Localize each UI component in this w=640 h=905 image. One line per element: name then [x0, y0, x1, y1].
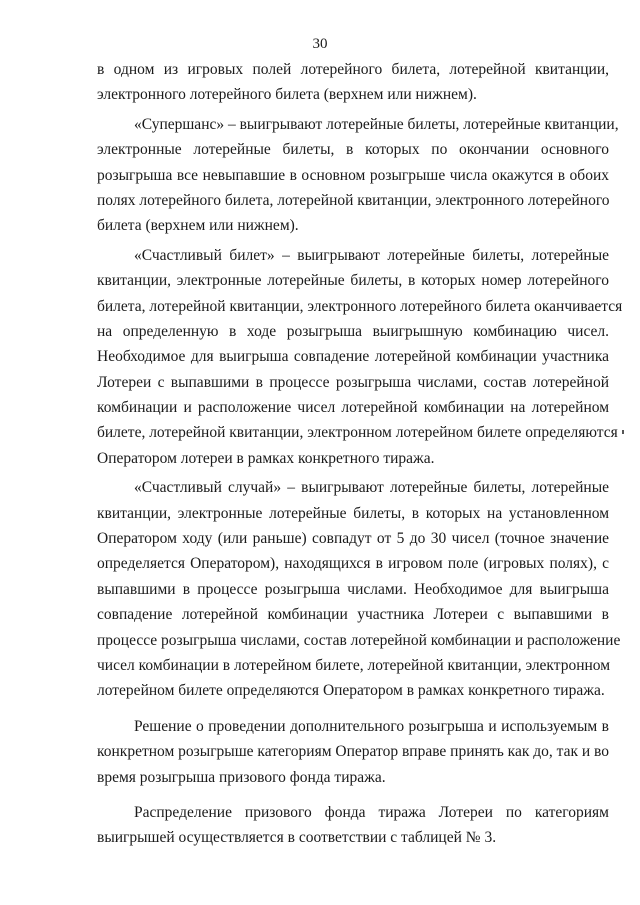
page-number: 30: [312, 36, 328, 52]
text-line: Решение о проведении дополнительного розыгрыша и используемым в: [134, 717, 609, 735]
text-line: процессе розыгрыша числами, состав лотерейной комбинации и расположение: [97, 631, 621, 649]
text-line: Необходимое для выигрыша совпадение лотерейной комбинации участника: [97, 348, 609, 366]
text-line: полях лотерейного билета, лотерейной квитанции, электронного лотерейного: [97, 191, 610, 209]
text-line: совпадение лотерейной комбинации участника Лотереи с выпавшими в: [97, 606, 609, 624]
text-line: электронные лотерейные билеты, в которых по окончании основного: [97, 141, 609, 159]
text-line: на определенную в ходе розыгрыша выигрышную комбинацию чисел.: [97, 322, 609, 340]
text-line: розыгрыша все невыпавшие в основном розыгрыше числа окажутся в обоих: [97, 166, 609, 184]
text-line: выигрышей осуществляется в соответствии с таблицей № 3.: [97, 829, 497, 847]
text-line: билета, лотерейной квитанции, электронного лотерейного билета оканчивается: [97, 297, 623, 315]
text-line: билете, лотерейной квитанции, электронном лотерейном билете определяются: [97, 424, 618, 442]
text-line: Распределение призового фонда тиража Лотереи по категориям: [134, 803, 609, 821]
text-line: чисел комбинации в лотерейном билете, лотерейной квитанции, электронном: [97, 656, 611, 674]
text-line: лотерейном билете определяются Оператором в рамках конкретного тиража.: [97, 682, 605, 700]
text-line: конкретном розыгрыше категориям Оператор вправе принять как до, так и во: [97, 743, 610, 761]
text-line: «Супершанс» – выигрывают лотерейные билеты, лотерейные квитанции,: [134, 115, 619, 133]
text-line: комбинации и расположение чисел лотерейной комбинации на лотерейном: [97, 399, 609, 417]
text-line: Лотереи с выпавшими в процессе розыгрыша числами, состав лотерейной: [97, 373, 609, 391]
text-line: квитанции, электронные лотерейные билеты, в которых на установленном: [97, 504, 609, 522]
text-line: квитанции, электронные лотерейные билеты, в которых номер лотерейного: [97, 272, 609, 290]
text-line: билета (верхнем или нижнем).: [97, 217, 299, 235]
text-line: «Счастливый случай» – выигрывают лотерейные билеты, лотерейные: [134, 479, 609, 497]
text-line: Оператором ходу (или раньше) совпадут от 5 до 30 чисел (точное значение: [97, 530, 609, 548]
text-line: в одном из игровых полей лотерейного билета, лотерейной квитанции,: [97, 61, 609, 78]
document-body: [97, 57, 623, 851]
text-line: электронного лотерейного билета (верхнем или нижнем).: [97, 86, 477, 104]
margin-mark: [622, 430, 624, 434]
text-line: «Счастливый билет» – выигрывают лотерейные билеты, лотерейные: [134, 246, 609, 264]
text-line: выпавшими в процессе розыгрыша числами. Необходимое для выигрыша: [97, 580, 609, 598]
text-line: определяется Оператором), находящихся в игровом поле (игровых полях), с: [97, 555, 609, 573]
text-line: Оператором лотереи в рамках конкретного тиража.: [97, 449, 435, 467]
text-line: время розыгрыша призового фонда тиража.: [97, 768, 386, 786]
